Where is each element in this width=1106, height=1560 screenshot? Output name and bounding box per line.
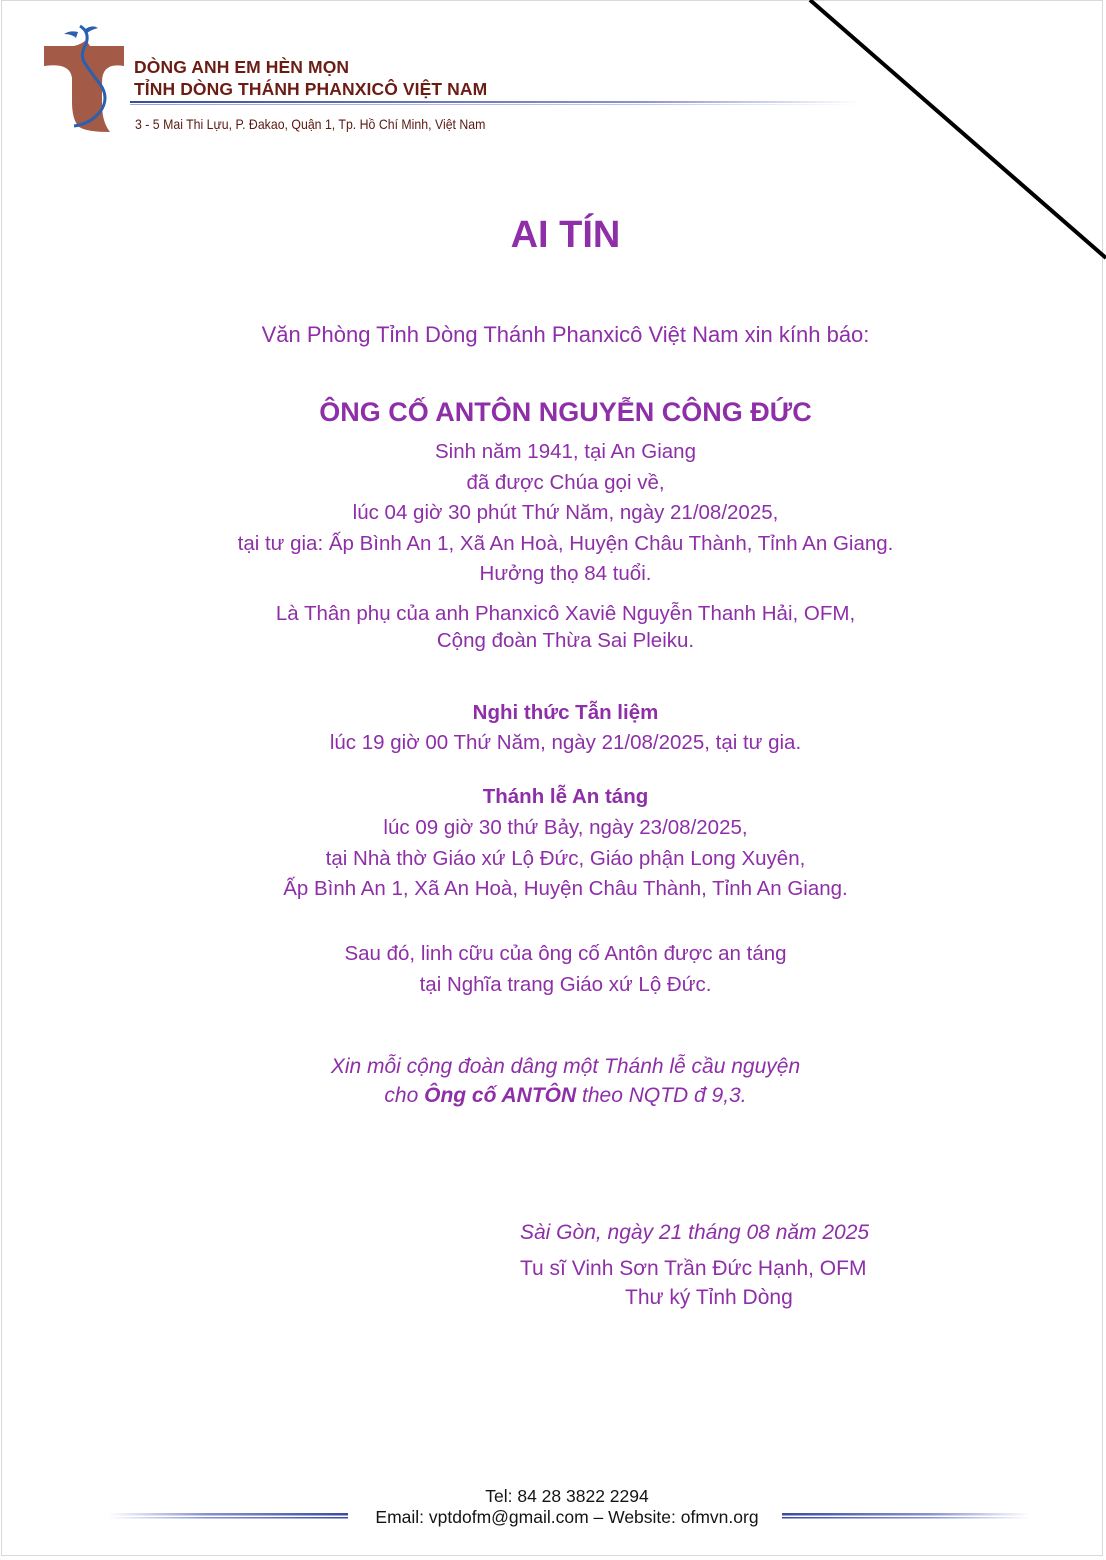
signature-spacer <box>520 1247 869 1254</box>
wake-text: lúc 19 giờ 00 Thứ Năm, ngày 21/08/2025, tại tư gia. <box>329 731 802 754</box>
footer-rule-right <box>782 1512 1030 1520</box>
signature-block <box>520 1218 869 1312</box>
burial-line: Sau đó, linh cữu của ông cố Antôn được an táng <box>344 942 787 965</box>
signature-name: Tu sĩ Vinh Sơn Trần Đức Hạnh, OFM <box>520 1257 867 1280</box>
funeral-line: tại Nhà thờ Giáo xứ Lộ Đức, Giáo phận Long Xuyên, <box>325 846 806 870</box>
burial-line: tại Nghĩa trang Giáo xứ Lộ Đức. <box>419 972 712 996</box>
burial-block <box>0 939 1106 1000</box>
org-address: 3 - 5 Mai Thi Lựu, P. Đakao, Quận 1, Tp. Hồ Chí Minh, Việt Nam <box>135 116 486 132</box>
page-title: AI TÍN <box>510 214 621 256</box>
footer-rule-left <box>108 1512 348 1520</box>
header-rule <box>130 100 860 106</box>
prayer-suffix: theo NQTD đ 9,3. <box>582 1084 747 1107</box>
footer-tel: Tel: 84 28 3822 2294 <box>485 1486 649 1506</box>
signature-role: Thư ký Tỉnh Dòng <box>625 1286 793 1309</box>
relation-block <box>0 600 1106 654</box>
funeral-title: Thánh lễ An táng <box>482 785 649 808</box>
detail-line: Hưởng thọ 84 tuổi. <box>479 562 652 585</box>
prayer-prefix: cho <box>384 1084 419 1107</box>
funeral-block <box>0 813 1106 905</box>
intro-text: Văn Phòng Tỉnh Dòng Thánh Phanxicô Việt Nam xin kính báo: <box>261 322 870 347</box>
detail-line: Sinh năm 1941, tại An Giang <box>435 440 696 463</box>
detail-line: tại tư gia: Ấp Bình An 1, Xã An Hoà, Huyện Châu Thành, Tỉnh An Giang. <box>237 531 894 555</box>
signature-date: Sài Gòn, ngày 21 tháng 08 năm 2025 <box>520 1221 870 1244</box>
prayer-line1: Xin mỗi cộng đoàn dâng một Thánh lễ cầu nguyện <box>330 1055 801 1078</box>
relation-line: Cộng đoàn Thừa Sai Pleiku. <box>436 629 695 652</box>
prayer-bold-name: Ông cố ANTÔN <box>424 1084 577 1107</box>
funeral-line: lúc 09 giờ 30 thứ Bảy, ngày 23/08/2025, <box>383 816 748 839</box>
footer-email-website: Email: vptdofm@gmail.com – Website: ofmvn.org <box>375 1507 759 1527</box>
org-name-line1: DÒNG ANH EM HÈN MỌN <box>134 57 350 77</box>
org-name-line2: TỈNH DÒNG THÁNH PHANXICÔ VIỆT NAM <box>134 79 488 99</box>
funeral-line: Ấp Bình An 1, Xã An Hoà, Huyện Châu Thành, Tỉnh An Giang. <box>283 877 848 900</box>
detail-line: đã được Chúa gọi về, <box>466 470 665 494</box>
prayer-line2 <box>0 1081 1106 1110</box>
relation-line: Là Thân phụ của anh Phanxicô Xaviê Nguyễn Thanh Hải, OFM, <box>275 602 856 625</box>
franciscan-tau-dove-icon <box>40 22 130 134</box>
details-block <box>0 437 1106 590</box>
prayer-request <box>0 1052 1106 1110</box>
deceased-name: ÔNG CỐ ANTÔN NGUYỄN CÔNG ĐỨC <box>319 397 812 427</box>
wake-title: Nghi thức Tẫn liệm <box>472 701 659 724</box>
detail-line: lúc 04 giờ 30 phút Thứ Năm, ngày 21/08/2025, <box>352 501 779 524</box>
